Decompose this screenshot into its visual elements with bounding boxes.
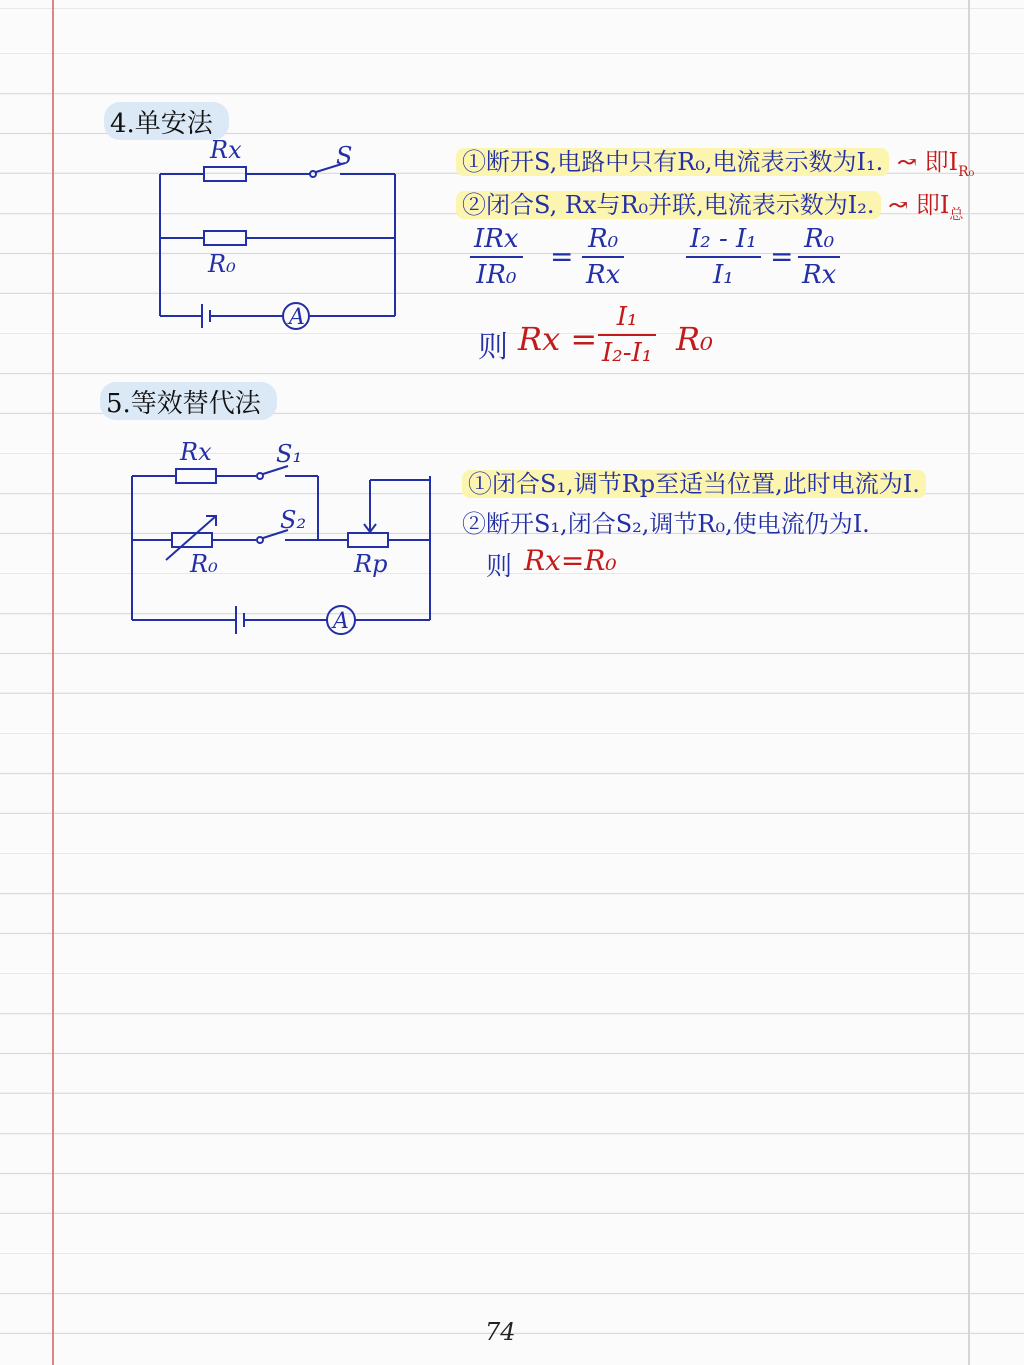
section5-circuit-diagram xyxy=(120,436,450,646)
right-edge-line xyxy=(968,0,970,1365)
switch-s1-label: S₁ xyxy=(276,440,303,468)
section4-circuit-diagram xyxy=(140,130,420,340)
ammeter-label: A xyxy=(289,305,305,330)
section4-step1-text: ①断开S,电路中只有R₀,电流表示数为I₁. xyxy=(456,148,889,176)
section4-step1 xyxy=(456,142,974,180)
section4-result-denominator: I₂-I₁ xyxy=(602,338,653,368)
ratio1-numerator: IRx xyxy=(474,224,519,254)
r0-label: R₀ xyxy=(190,550,218,578)
section5-title xyxy=(100,382,277,420)
ratio1-right-fraction xyxy=(582,222,624,292)
switch-s2-label: S₂ xyxy=(280,506,307,534)
rx-label: Rx xyxy=(180,438,212,466)
ammeter-label: A xyxy=(333,609,349,634)
ratio2-equals: = xyxy=(770,240,794,273)
section4-step2 xyxy=(456,185,963,224)
section4-step2-note: 即I xyxy=(915,191,950,219)
section5-step1 xyxy=(462,464,926,499)
ratio2-left-fraction xyxy=(686,222,761,292)
rp-label: Rp xyxy=(354,550,388,578)
section4-result-tail: R₀ xyxy=(676,320,713,358)
section5-result-expression: Rx=R₀ xyxy=(524,544,617,577)
rx-label: Rx xyxy=(210,136,242,164)
arrow-icon: ↝ xyxy=(888,191,909,219)
section4-result-numerator: I₁ xyxy=(616,302,638,332)
section5-step1-text: ①闭合S₁,调节Rp至适当位置,此时电流为I. xyxy=(462,470,926,498)
section4-result-prefix: 则 xyxy=(478,330,508,365)
section4-step1-note-sub: R₀ xyxy=(958,163,975,180)
ratio1-right-denominator: Rx xyxy=(586,260,621,290)
ratio2-numerator: I₂ - I₁ xyxy=(690,224,757,254)
section4-result-fraction xyxy=(598,300,656,370)
section5-title-text: 5.等效替代法 xyxy=(106,388,261,419)
ratio2-denominator: I₁ xyxy=(713,260,734,290)
section5-step2 xyxy=(462,504,870,539)
ratio1-denominator: IR₀ xyxy=(476,260,517,290)
arrow-icon: ↝ xyxy=(896,148,918,176)
page-number: 74 xyxy=(485,1318,516,1346)
ratio2-right-fraction xyxy=(798,222,840,292)
section4-step2-note-sub: 总 xyxy=(949,206,964,223)
ratio1-left-fraction xyxy=(470,222,523,292)
section4-result-lhs: Rx = xyxy=(518,320,598,358)
ratio1-equals: = xyxy=(550,240,574,273)
ratio2-right-denominator: Rx xyxy=(802,260,837,290)
r0-label: R₀ xyxy=(208,250,236,278)
section4-step2-text: ②闭合S, Rx与R₀并联,电流表示数为I₂. xyxy=(456,191,881,219)
ratio1-right-numerator: R₀ xyxy=(588,224,619,254)
section4-title-text: 4.单安法 xyxy=(110,108,213,139)
ratio2-right-numerator: R₀ xyxy=(804,224,835,254)
switch-s-label: S xyxy=(336,142,353,170)
section5-step2-text: ②断开S₁,闭合S₂,调节R₀,使电流仍为I. xyxy=(462,510,870,538)
margin-line xyxy=(52,0,54,1365)
section4-step1-note: 即I xyxy=(924,148,959,176)
section5-result-prefix: 则 xyxy=(486,552,513,582)
